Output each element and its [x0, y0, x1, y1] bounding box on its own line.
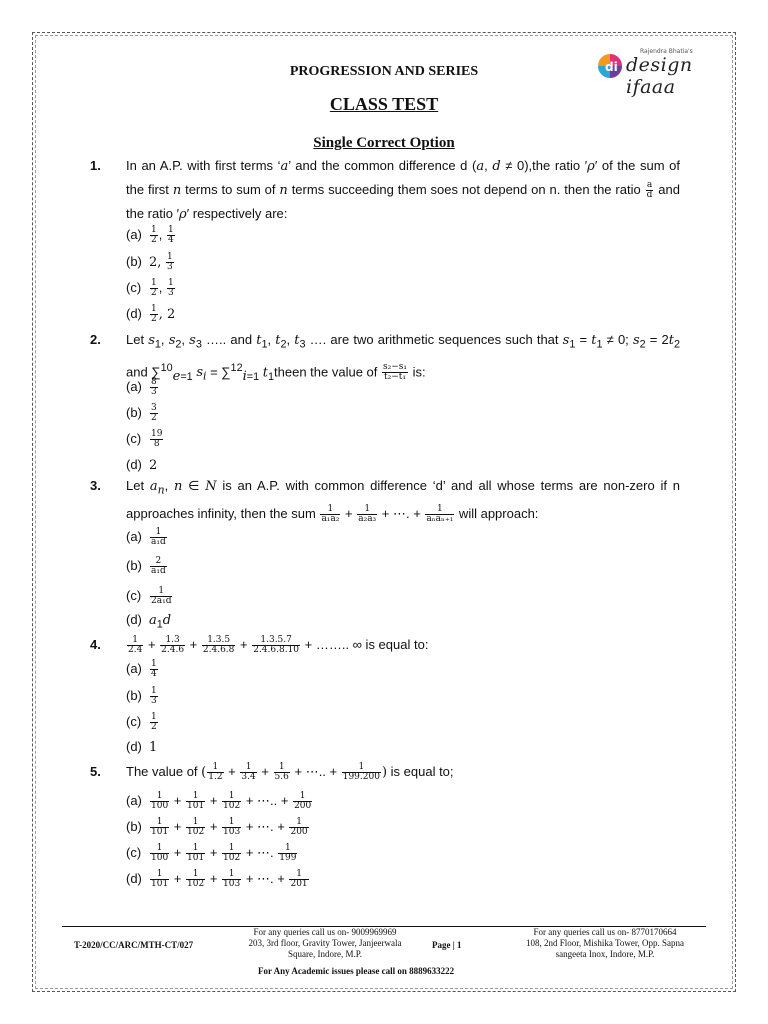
option[interactable]: (c) $\frac{19}{8}$ [126, 429, 163, 449]
question-text: Let $s_1$, $s_2$, $s_3$ ….. and $t_1$, $t_2$, $t_3$ …. are two arithmetic sequences such that $s_1 = t_1 \ne 0$; $s_2 = 2t_2$ and ∑$^{10}_{e=1}$ $s_i = \sum^{12}_{i=1}$ $t_1theen$ the value of $\frac{\text{s₂−s₁}}{\text{t₂−t₁}}$ is: [126, 332, 681, 384]
option-label: (a) [126, 528, 142, 544]
footer-left-line: Square, Indore, M.P. [288, 949, 362, 959]
question-number: 5. [90, 764, 101, 779]
option-label: (b) [126, 818, 142, 834]
option-label: (a) [126, 378, 142, 394]
test-title: CLASS TEST [329, 94, 439, 114]
option[interactable]: (c) $\frac{1}{\text{2a₁d}}$ [126, 586, 172, 606]
academic-helpline: For Any Academic issues please call on 8889633222 [258, 966, 455, 976]
option-label: (d) [126, 612, 142, 627]
question-text: The value of ( $\frac{1}{1.2}$ + $\frac{1}{3.4}$ + $\frac{1}{5.6}$ + ⋯.. + $\frac{1}{199.200}$ ) is equal to; [126, 762, 454, 783]
option[interactable]: (a) $\frac{1}{4}$ [126, 659, 157, 679]
option-label: (d) [126, 870, 142, 886]
option[interactable]: (d) 1 [126, 739, 158, 755]
svg-text:di: di [605, 60, 618, 74]
footer-right-line: sangeeta Inox, Indore, M.P. [555, 949, 655, 959]
option-label: (b) [126, 557, 142, 573]
footer-right-line: For any queries call us on- 8770170664 [533, 927, 677, 937]
section-title: Single Correct Option [313, 135, 455, 151]
question-number: 3. [90, 478, 101, 493]
option-label: (d) [126, 739, 142, 754]
option[interactable]: (b) 2, $\frac{1}{3}$ [126, 252, 173, 272]
option[interactable]: (d) $\frac{1}{101}$ + $\frac{1}{102}$ + $\frac{1}{103}$ + ⋯. + $\frac{1}{201}$ [126, 869, 308, 889]
logo-tagline: Rajendra Bhatia's [640, 48, 693, 55]
question-number: 1. [90, 158, 101, 173]
question-text: $\frac{1}{2.4}$ + $\frac{1.3}{2.4.6}$ + $\frac{1.3.5}{2.4.6.8}$ + $\frac{1.3.5.7}{2.4.6.8.10}$ + …….. ∞ is equal to: [128, 635, 429, 656]
question-number: 2. [90, 332, 101, 347]
option[interactable]: (b) $\frac{1}{3}$ [126, 686, 157, 706]
option[interactable]: (b) $\frac{3}{2}$ [126, 403, 157, 423]
option-label: (c) [126, 844, 142, 860]
footer-right-contact [500, 927, 710, 960]
option-label: (c) [126, 587, 142, 603]
option-label: (d) [126, 457, 142, 472]
option[interactable]: (c) $\frac{1}{100}$ + $\frac{1}{101}$ + $\frac{1}{102}$ + ⋯. $\frac{1}{199}$ [126, 843, 297, 863]
test-code: T-2020/CC/ARC/MTH-CT/027 [74, 940, 194, 950]
option-label: (a) [126, 660, 142, 676]
option[interactable]: (a) $\frac{1}{2}$ , $\frac{1}{4}$ [126, 225, 174, 245]
option-label: (c) [126, 713, 142, 729]
subject-title: PROGRESSION AND SERIES [289, 64, 479, 79]
option-label: (c) [126, 430, 142, 446]
option[interactable]: (d) $a_1d$ [126, 612, 172, 631]
page-number: Page | 1 [432, 940, 462, 950]
footer-left-line: For any queries call us on- 9009969969 [253, 927, 397, 937]
option-label: (c) [126, 279, 142, 295]
option[interactable]: (a) $\frac{1}{\text{a₁d}}$ [126, 527, 166, 547]
option-label: (b) [126, 253, 142, 269]
option[interactable]: (b) $\frac{2}{\text{a₁d}}$ [126, 556, 166, 576]
option-label: (a) [126, 792, 142, 808]
option-label: (b) [126, 687, 142, 703]
option[interactable]: (a) $\frac{8}{3}$ [126, 377, 157, 397]
option[interactable]: (c) $\frac{1}{2}$ , $\frac{1}{3}$ [126, 278, 174, 298]
question-text: Let $a_n$, n ∈ N is an A.P. with common difference ‘d’ and all whose terms are non-zero if n approaches infinity, then the sum $\frac{1}{\text{a₁a₂}}$ + $\frac{1}{\text{a₂a₃}}$ + ⋯. + $\frac{1}{\text{aₙaₙ₊₁}}$ will approach: [126, 478, 680, 524]
option[interactable]: (c) $\frac{1}{2}$ [126, 712, 157, 732]
footer-left-contact [230, 927, 420, 960]
option[interactable]: (a) $\frac{1}{100}$ + $\frac{1}{101}$ + $\frac{1}{102}$ + ⋯.. + $\frac{1}{200}$ [126, 791, 312, 811]
footer-right-line: 108, 2nd Floor, Mishika Tower, Opp. Sapna [526, 938, 684, 948]
option-label: (b) [126, 404, 142, 420]
option[interactable]: (d) $\frac{1}{2}$ , 2 [126, 304, 176, 324]
option-label: (d) [126, 305, 142, 321]
question-text: In an A.P. with first terms ‘a’ and the common difference d (a, d ≠ 0),the ratio ′ρ′ of the sum of the first n terms to sum of n terms succeeding them soes not depend on n. then the ratio $\frac{a}{d}$ and the ratio ′ρ′ respectively are: [126, 158, 680, 222]
option-label: (a) [126, 226, 142, 242]
question-number: 4. [90, 637, 101, 652]
logo-brand-text: design ifaaa [626, 54, 693, 98]
option[interactable]: (b) $\frac{1}{101}$ + $\frac{1}{102}$ + $\frac{1}{103}$ + ⋯. + $\frac{1}{200}$ [126, 817, 308, 837]
footer-left-line: 203, 3rd floor, Gravity Tower, Janjeerwala [248, 938, 402, 948]
option[interactable]: (d) 2 [126, 457, 158, 473]
